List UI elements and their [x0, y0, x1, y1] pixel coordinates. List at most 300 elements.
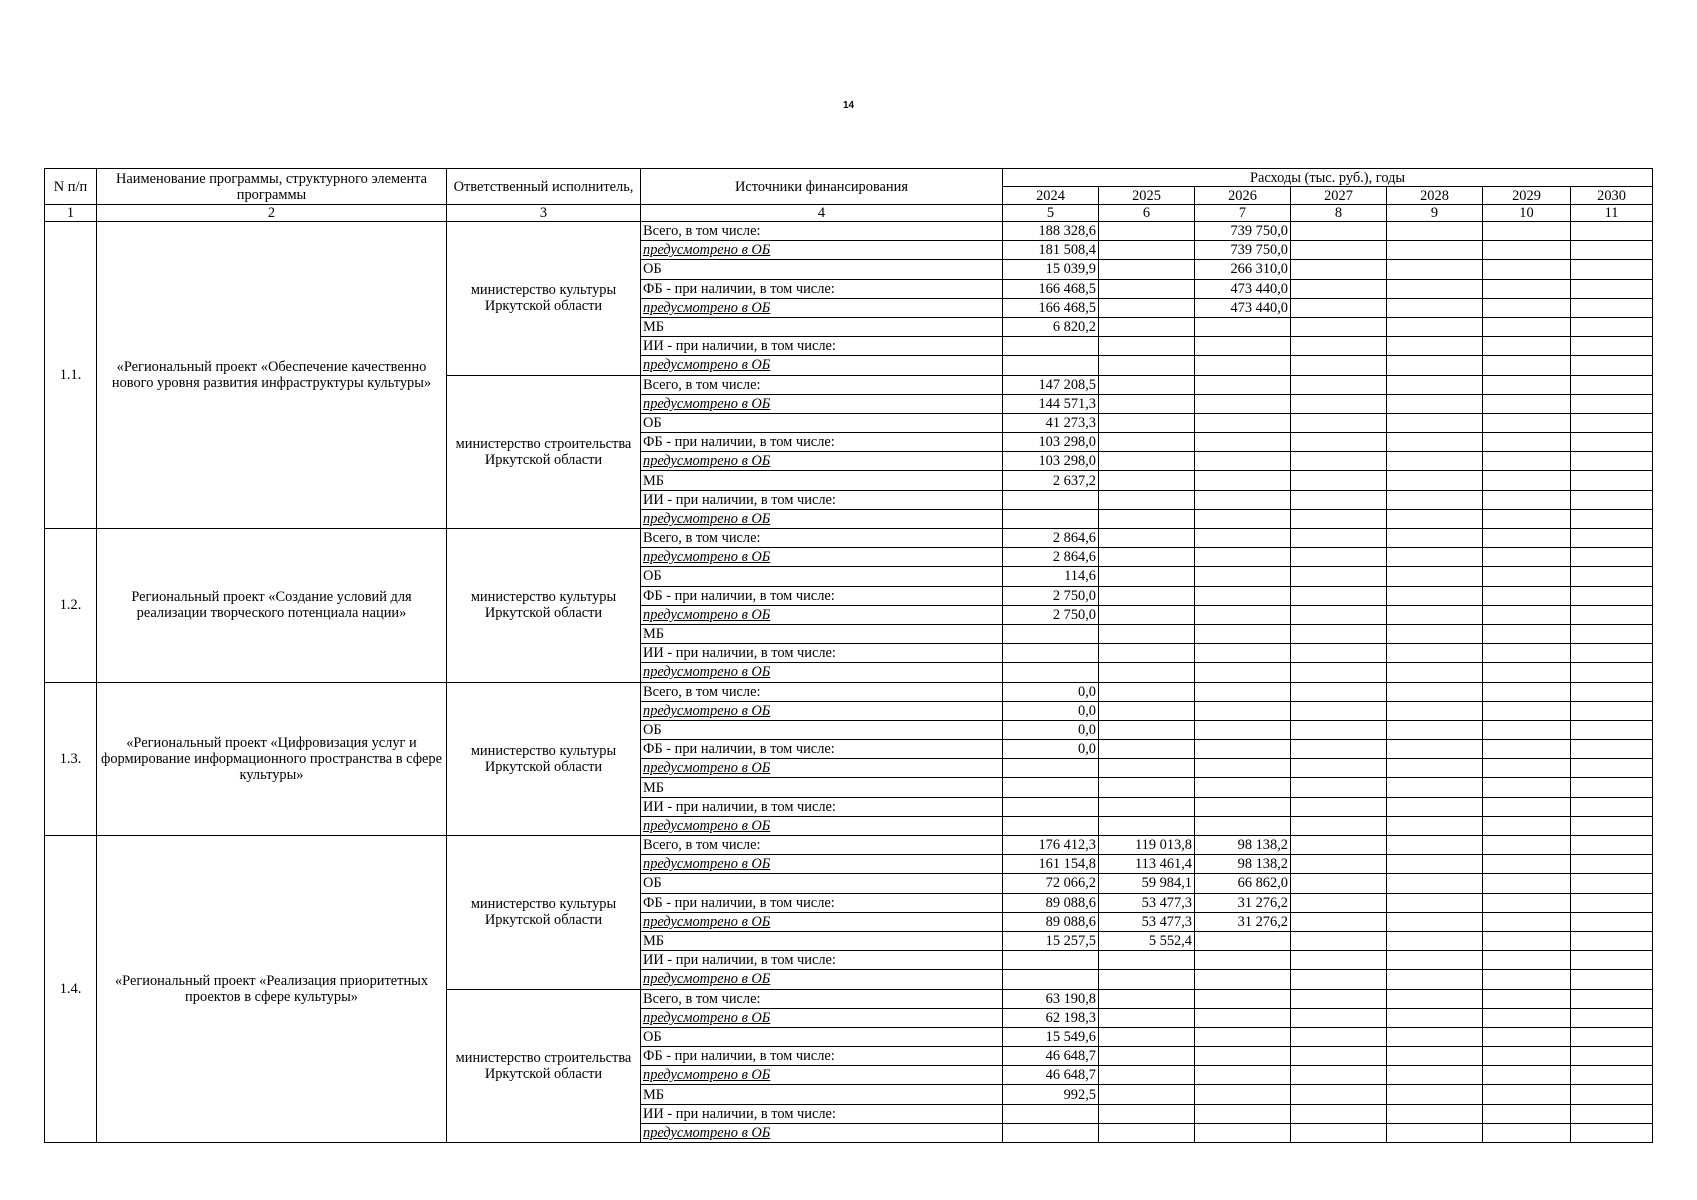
expense-value	[1099, 701, 1195, 720]
expense-value	[1483, 394, 1571, 413]
expense-value	[1195, 1047, 1291, 1066]
project-number: 1.1.	[45, 222, 97, 529]
expense-value	[1291, 1123, 1387, 1142]
expense-value	[1291, 970, 1387, 989]
expense-value	[1571, 586, 1653, 605]
project-name: «Региональный проект «Цифровизация услуг и формирование информационного пространства в сфере культуры»	[97, 682, 447, 836]
funding-source: ОБ	[641, 413, 1003, 432]
expense-value: 2 750,0	[1003, 605, 1099, 624]
expense-value	[1571, 394, 1653, 413]
expense-value	[1483, 567, 1571, 586]
expense-value	[1195, 375, 1291, 394]
expense-value	[1483, 931, 1571, 950]
executor-name: министерство строительства Иркутской области	[447, 989, 641, 1143]
expense-value	[1195, 1008, 1291, 1027]
funding-source: предусмотрено в ОБ	[641, 548, 1003, 567]
expense-value	[1099, 413, 1195, 432]
expense-value	[1571, 720, 1653, 739]
expense-value	[1291, 836, 1387, 855]
expense-value	[1195, 413, 1291, 432]
expense-value	[1291, 452, 1387, 471]
expense-value	[1099, 452, 1195, 471]
funding-source: ИИ - при наличии, в том числе:	[641, 644, 1003, 663]
project-name: «Региональный проект «Реализация приоритетных проектов в сфере культуры»	[97, 836, 447, 1143]
expense-value	[1291, 701, 1387, 720]
executor-name: министерство культуры Иркутской области	[447, 529, 641, 683]
expense-value	[1387, 509, 1483, 528]
expense-value: 147 208,5	[1003, 375, 1099, 394]
expense-value	[1571, 1104, 1653, 1123]
expense-value: 41 273,3	[1003, 413, 1099, 432]
expense-value	[1483, 1085, 1571, 1104]
expense-value	[1387, 356, 1483, 375]
header-year: 2028	[1387, 187, 1483, 205]
expense-value	[1195, 989, 1291, 1008]
expense-value	[1571, 471, 1653, 490]
funding-source: Всего, в том числе:	[641, 682, 1003, 701]
expense-value	[1387, 317, 1483, 336]
expense-value	[1195, 778, 1291, 797]
expense-value	[1099, 586, 1195, 605]
expense-value	[1387, 740, 1483, 759]
expense-value	[1387, 1123, 1483, 1142]
expense-value	[1003, 797, 1099, 816]
expense-value	[1099, 337, 1195, 356]
expense-value	[1483, 740, 1571, 759]
expense-value	[1099, 356, 1195, 375]
expense-value	[1483, 1027, 1571, 1046]
expense-value: 2 637,2	[1003, 471, 1099, 490]
expense-value: 266 310,0	[1195, 260, 1291, 279]
expense-value	[1099, 1066, 1195, 1085]
expense-value	[1195, 567, 1291, 586]
expense-value	[1195, 509, 1291, 528]
expense-value	[1099, 375, 1195, 394]
expense-value	[1291, 433, 1387, 452]
expense-value: 739 750,0	[1195, 222, 1291, 241]
expense-value	[1483, 433, 1571, 452]
expense-value	[1483, 682, 1571, 701]
funding-source: Всего, в том числе:	[641, 375, 1003, 394]
expense-value	[1195, 1085, 1291, 1104]
funding-source: предусмотрено в ОБ	[641, 1123, 1003, 1142]
column-number: 4	[641, 205, 1003, 222]
expense-value	[1387, 893, 1483, 912]
expense-value	[1483, 529, 1571, 548]
expense-value	[1571, 529, 1653, 548]
funding-source: ОБ	[641, 1027, 1003, 1046]
page-number: 14	[842, 100, 855, 111]
expense-value	[1003, 1123, 1099, 1142]
column-number: 3	[447, 205, 641, 222]
expense-value	[1571, 970, 1653, 989]
expense-value	[1387, 778, 1483, 797]
expense-value: 166 468,5	[1003, 298, 1099, 317]
expense-value	[1195, 1066, 1291, 1085]
expense-value	[1291, 1104, 1387, 1123]
expense-value	[1483, 1104, 1571, 1123]
expense-value	[1099, 509, 1195, 528]
expense-value	[1099, 529, 1195, 548]
expense-value	[1571, 836, 1653, 855]
expense-value	[1483, 413, 1571, 432]
expense-value	[1291, 260, 1387, 279]
expense-value	[1099, 970, 1195, 989]
expense-value	[1483, 836, 1571, 855]
expense-value	[1195, 1104, 1291, 1123]
expense-value	[1099, 951, 1195, 970]
expense-value	[1195, 1027, 1291, 1046]
expense-value: 992,5	[1003, 1085, 1099, 1104]
expense-value	[1099, 682, 1195, 701]
expense-value	[1571, 433, 1653, 452]
expense-value	[1483, 893, 1571, 912]
expense-value	[1195, 759, 1291, 778]
executor-name: министерство культуры Иркутской области	[447, 682, 641, 836]
expense-value	[1195, 471, 1291, 490]
expense-value	[1099, 989, 1195, 1008]
funding-source: предусмотрено в ОБ	[641, 298, 1003, 317]
expense-value	[1291, 222, 1387, 241]
table-row	[45, 529, 1653, 548]
expense-value	[1291, 912, 1387, 931]
expense-value	[1483, 260, 1571, 279]
expense-value	[1195, 644, 1291, 663]
expense-value	[1291, 682, 1387, 701]
expense-value	[1195, 394, 1291, 413]
header-year: 2024	[1003, 187, 1099, 205]
expense-value	[1387, 931, 1483, 950]
expense-value	[1387, 1085, 1483, 1104]
funding-source: МБ	[641, 317, 1003, 336]
expense-value	[1571, 797, 1653, 816]
expense-value	[1571, 989, 1653, 1008]
expense-value	[1483, 471, 1571, 490]
expense-value: 46 648,7	[1003, 1047, 1099, 1066]
expense-value	[1571, 682, 1653, 701]
expense-value	[1099, 605, 1195, 624]
expense-value: 98 138,2	[1195, 855, 1291, 874]
expense-value	[1571, 317, 1653, 336]
expense-value	[1571, 413, 1653, 432]
expense-value	[1387, 797, 1483, 816]
expense-value	[1571, 279, 1653, 298]
expense-value: 72 066,2	[1003, 874, 1099, 893]
funding-source: предусмотрено в ОБ	[641, 605, 1003, 624]
expense-value	[1291, 759, 1387, 778]
expense-value	[1099, 260, 1195, 279]
expense-value	[1571, 778, 1653, 797]
column-number: 10	[1483, 205, 1571, 222]
expense-value	[1571, 855, 1653, 874]
expense-value	[1387, 874, 1483, 893]
funding-source: ИИ - при наличии, в том числе:	[641, 1104, 1003, 1123]
expense-value	[1099, 1047, 1195, 1066]
expense-value	[1291, 951, 1387, 970]
header-expenses: Расходы (тыс. руб.), годы	[1003, 169, 1653, 187]
expense-value	[1483, 1123, 1571, 1142]
expense-value	[1291, 509, 1387, 528]
expense-value	[1195, 663, 1291, 682]
header-year: 2029	[1483, 187, 1571, 205]
expense-value	[1291, 893, 1387, 912]
expense-value	[1571, 375, 1653, 394]
expense-value	[1483, 509, 1571, 528]
expense-value	[1387, 1047, 1483, 1066]
funding-source: предусмотрено в ОБ	[641, 1066, 1003, 1085]
expense-value	[1483, 279, 1571, 298]
expense-value	[1195, 356, 1291, 375]
expense-value	[1291, 279, 1387, 298]
expense-value	[1003, 759, 1099, 778]
expense-value	[1483, 644, 1571, 663]
expense-value: 176 412,3	[1003, 836, 1099, 855]
funding-source: предусмотрено в ОБ	[641, 816, 1003, 835]
expense-value	[1003, 663, 1099, 682]
expense-value	[1387, 989, 1483, 1008]
expense-value	[1291, 394, 1387, 413]
expense-value	[1291, 317, 1387, 336]
expense-value	[1291, 471, 1387, 490]
funding-source: Всего, в том числе:	[641, 529, 1003, 548]
project-name: «Региональный проект «Обеспечение качественно нового уровня развития инфраструктуры культуры»	[97, 222, 447, 529]
expense-value	[1003, 509, 1099, 528]
header-name: Наименование программы, структурного элемента программы	[97, 169, 447, 205]
executor-name: министерство культуры Иркутской области	[447, 836, 641, 990]
funding-source: предусмотрено в ОБ	[641, 241, 1003, 260]
expense-value	[1387, 759, 1483, 778]
expense-value	[1483, 797, 1571, 816]
funding-source: ФБ - при наличии, в том числе:	[641, 740, 1003, 759]
column-number: 6	[1099, 205, 1195, 222]
expense-value	[1483, 663, 1571, 682]
expense-value	[1387, 1027, 1483, 1046]
funding-source: Всего, в том числе:	[641, 836, 1003, 855]
expense-value	[1387, 1104, 1483, 1123]
funding-source: МБ	[641, 1085, 1003, 1104]
expense-value	[1003, 1104, 1099, 1123]
expense-value	[1571, 931, 1653, 950]
expense-value	[1387, 1066, 1483, 1085]
expense-value	[1003, 624, 1099, 643]
expense-value	[1483, 951, 1571, 970]
expense-value	[1387, 816, 1483, 835]
expense-value: 114,6	[1003, 567, 1099, 586]
expense-value	[1483, 1008, 1571, 1027]
funding-source: предусмотрено в ОБ	[641, 1008, 1003, 1027]
expense-value	[1387, 222, 1483, 241]
expense-value	[1387, 394, 1483, 413]
expense-value: 63 190,8	[1003, 989, 1099, 1008]
funding-source: предусмотрено в ОБ	[641, 663, 1003, 682]
expense-value: 46 648,7	[1003, 1066, 1099, 1085]
expense-value	[1571, 548, 1653, 567]
expense-value: 31 276,2	[1195, 893, 1291, 912]
expense-value	[1571, 740, 1653, 759]
expense-value	[1571, 298, 1653, 317]
funding-table	[44, 168, 1653, 1143]
expense-value	[1099, 740, 1195, 759]
expense-value	[1291, 586, 1387, 605]
funding-source: ИИ - при наличии, в том числе:	[641, 337, 1003, 356]
funding-source: Всего, в том числе:	[641, 989, 1003, 1008]
expense-value	[1483, 1047, 1571, 1066]
expense-value	[1099, 490, 1195, 509]
expense-value	[1195, 720, 1291, 739]
expense-value	[1291, 855, 1387, 874]
expense-value: 2 864,6	[1003, 548, 1099, 567]
funding-source: ОБ	[641, 260, 1003, 279]
expense-value	[1571, 1085, 1653, 1104]
expense-value	[1483, 874, 1571, 893]
expense-value: 113 461,4	[1099, 855, 1195, 874]
funding-source: ОБ	[641, 720, 1003, 739]
executor-name: министерство строительства Иркутской области	[447, 375, 641, 529]
project-number: 1.2.	[45, 529, 97, 683]
expense-value	[1483, 375, 1571, 394]
expense-value	[1483, 778, 1571, 797]
expense-value	[1195, 682, 1291, 701]
expense-value	[1291, 548, 1387, 567]
expense-value	[1571, 663, 1653, 682]
header-year: 2025	[1099, 187, 1195, 205]
expense-value	[1291, 663, 1387, 682]
expense-value: 739 750,0	[1195, 241, 1291, 260]
expense-value	[1291, 1047, 1387, 1066]
expense-value	[1099, 1027, 1195, 1046]
expense-value	[1099, 663, 1195, 682]
expense-value	[1291, 298, 1387, 317]
funding-source: ОБ	[641, 874, 1003, 893]
expense-value	[1387, 586, 1483, 605]
expense-value: 66 862,0	[1195, 874, 1291, 893]
expense-value	[1571, 490, 1653, 509]
expense-value	[1571, 624, 1653, 643]
expense-value	[1387, 682, 1483, 701]
expense-value	[1195, 490, 1291, 509]
expense-value	[1195, 624, 1291, 643]
funding-source: МБ	[641, 471, 1003, 490]
expense-value	[1483, 701, 1571, 720]
expense-value	[1099, 1008, 1195, 1027]
expense-value	[1291, 605, 1387, 624]
expense-value	[1291, 778, 1387, 797]
expense-value	[1099, 471, 1195, 490]
funding-source: ИИ - при наличии, в том числе:	[641, 951, 1003, 970]
expense-value	[1195, 452, 1291, 471]
expense-value	[1099, 394, 1195, 413]
expense-value	[1291, 337, 1387, 356]
expense-value	[1291, 720, 1387, 739]
expense-value	[1571, 1123, 1653, 1142]
column-number: 5	[1003, 205, 1099, 222]
expense-value: 89 088,6	[1003, 912, 1099, 931]
expense-value	[1387, 241, 1483, 260]
expense-value	[1571, 644, 1653, 663]
header-sources: Источники финансирования	[641, 169, 1003, 205]
funding-source: предусмотрено в ОБ	[641, 452, 1003, 471]
expense-value	[1571, 1047, 1653, 1066]
expense-value	[1291, 740, 1387, 759]
expense-value: 15 257,5	[1003, 931, 1099, 950]
expense-value	[1571, 452, 1653, 471]
expense-value	[1571, 1027, 1653, 1046]
expense-value	[1291, 874, 1387, 893]
expense-value	[1483, 222, 1571, 241]
expense-value	[1571, 816, 1653, 835]
expense-value	[1387, 337, 1483, 356]
funding-source: МБ	[641, 778, 1003, 797]
table-row	[45, 222, 1653, 241]
expense-value: 161 154,8	[1003, 855, 1099, 874]
expense-value: 53 477,3	[1099, 893, 1195, 912]
expense-value	[1099, 759, 1195, 778]
expense-value	[1387, 836, 1483, 855]
expense-value	[1195, 740, 1291, 759]
expense-value: 62 198,3	[1003, 1008, 1099, 1027]
expense-value	[1483, 586, 1571, 605]
expense-value	[1483, 452, 1571, 471]
executor-name: министерство культуры Иркутской области	[447, 222, 641, 376]
expense-value	[1483, 912, 1571, 931]
expense-value	[1571, 356, 1653, 375]
expense-value	[1483, 720, 1571, 739]
header-executor: Ответственный исполнитель,	[447, 169, 641, 205]
project-number: 1.3.	[45, 682, 97, 836]
expense-value	[1387, 548, 1483, 567]
expense-value	[1291, 1085, 1387, 1104]
funding-source: предусмотрено в ОБ	[641, 509, 1003, 528]
expense-value	[1291, 490, 1387, 509]
expense-value	[1099, 298, 1195, 317]
expense-value	[1291, 816, 1387, 835]
expense-value	[1003, 970, 1099, 989]
expense-value	[1571, 1008, 1653, 1027]
expense-value: 2 864,6	[1003, 529, 1099, 548]
expense-value: 59 984,1	[1099, 874, 1195, 893]
expense-value: 181 508,4	[1003, 241, 1099, 260]
expense-value: 6 820,2	[1003, 317, 1099, 336]
expense-value	[1099, 433, 1195, 452]
funding-source: ФБ - при наличии, в том числе:	[641, 1047, 1003, 1066]
table-row	[45, 836, 1653, 855]
funding-source: ИИ - при наличии, в том числе:	[641, 490, 1003, 509]
header-num: N п/п	[45, 169, 97, 205]
expense-value	[1571, 951, 1653, 970]
expense-value	[1003, 356, 1099, 375]
expense-value	[1195, 337, 1291, 356]
expense-value: 5 552,4	[1099, 931, 1195, 950]
expense-value	[1099, 1085, 1195, 1104]
expense-value	[1099, 567, 1195, 586]
expense-value: 0,0	[1003, 740, 1099, 759]
expense-value	[1483, 1066, 1571, 1085]
expense-value	[1387, 490, 1483, 509]
expense-value	[1387, 298, 1483, 317]
expense-value	[1195, 1123, 1291, 1142]
expense-value	[1387, 567, 1483, 586]
expense-value	[1571, 893, 1653, 912]
expense-value	[1483, 624, 1571, 643]
expense-value	[1387, 433, 1483, 452]
funding-source: ОБ	[641, 567, 1003, 586]
expense-value: 0,0	[1003, 701, 1099, 720]
expense-value	[1387, 471, 1483, 490]
funding-source: ФБ - при наличии, в том числе:	[641, 279, 1003, 298]
expense-value	[1099, 241, 1195, 260]
expense-value	[1195, 816, 1291, 835]
funding-source: ФБ - при наличии, в том числе:	[641, 893, 1003, 912]
